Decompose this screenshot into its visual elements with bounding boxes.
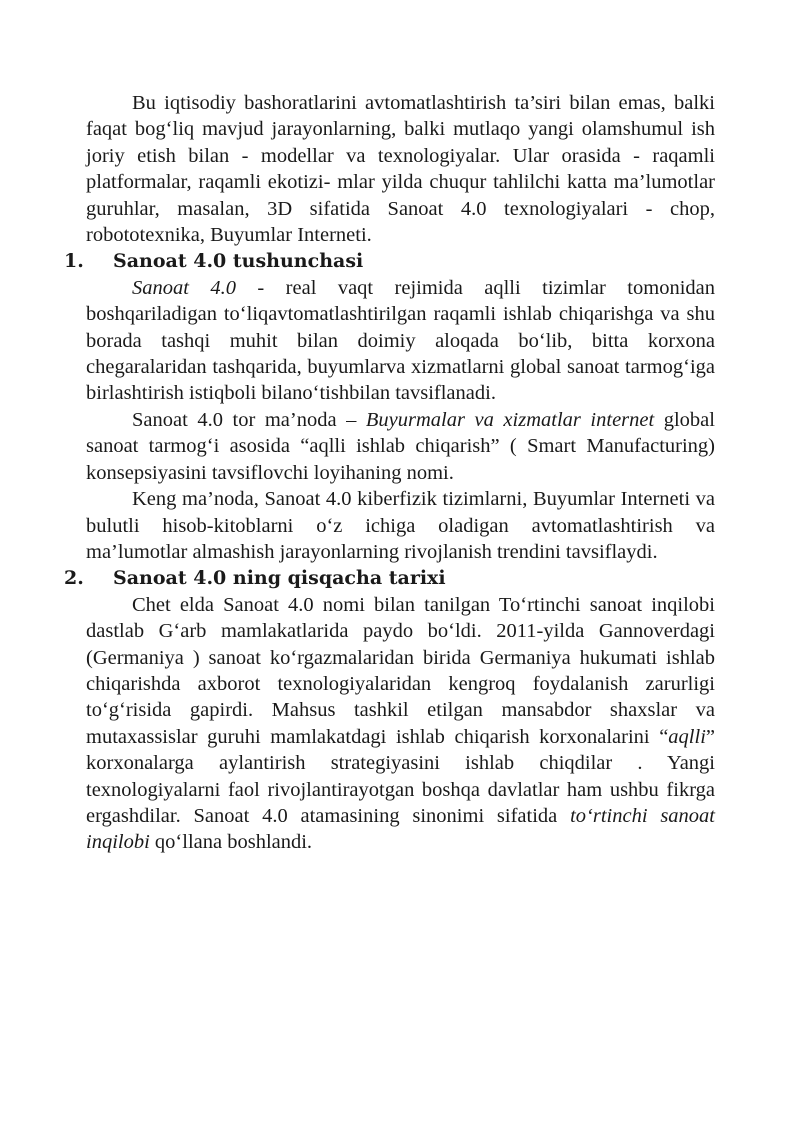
broad-meaning-paragraph: Keng ma’noda, Sanoat 4.0 kiberfizik tizimlarni, Buyumlar Interneti va bulutli hisob-kitoblarni o‘z ichiga oladigan avtomatlashtirish va ma’lumotlar almashish jarayonlarning rivojlanish trendini tavsiflaydi. (86, 488, 715, 563)
narrow-meaning-paragraph (86, 407, 715, 486)
definition-paragraph (86, 275, 715, 407)
section-title-1: Sanoat 4.0 tushunchasi (113, 250, 364, 273)
narrow-meaning-start: Sanoat 4.0 tor ma’noda – (132, 408, 366, 431)
history-italic-aqlli: aqlli (668, 725, 706, 748)
term-italic: Sanoat 4.0 (132, 276, 236, 299)
document-page (64, 90, 715, 856)
narrow-meaning-rest: global sanoat tarmog‘i asosida “aqlli ishlab chiqarish” ( Smart Manufacturing) konsepsiyasini tavsiflovchi loyihaning nomi. (86, 408, 715, 484)
history-italic-term: to‘rtinchi sanoat inqilobi (86, 804, 715, 854)
section-number-1: 1. (64, 250, 84, 273)
history-text-c: qo‘llana boshlandi. (149, 831, 313, 854)
history-paragraph (86, 592, 715, 856)
section-heading-1 (64, 248, 715, 274)
history-text-b: ” korxonalarga aylantirish strategiyasini ishlab chiqdilar . Yangi texnologiyalarni faol rivojlantirayotgan boshqa davlatlar ham ushbu fikrga ergashdilar. Sanoat 4.0 atamasining sinonimi sifatida (86, 725, 715, 827)
intro-paragraph: Bu iqtisodiy bashoratlarini avtomatlashtirish ta’siri bilan emas, balki faqat bog‘liq mavjud jarayonlarning, balki mutlaqo yangi olamshumul ish joriy etish bilan - modellar va texnologiyalar. Ular orasida - raqamli platformalar, raqamli ekotizi- mlar yilda chuqur tahlilchi katta ma’lumotlar guruhlar, masalan, 3D sifatida Sanoat 4.0 texnologiyalari - chop, robototexnika, Buyumlar Interneti. (86, 92, 715, 247)
narrow-meaning-italic: Buyurmalar va xizmatlar internet (365, 408, 655, 431)
section-number-2: 2. (64, 567, 84, 590)
section-title-2: Sanoat 4.0 ning qisqacha tarixi (113, 567, 446, 590)
history-text-a: Chet elda Sanoat 4.0 nomi bilan tanilgan To‘rtinchi sanoat inqilobi dastlab G‘arb mamlakatlarida paydo bo‘ldi. 2011-yilda Gannoverdagi (Germaniya ) sanoat ko‘rgazmalaridan birida Germaniya hukumati ishlab chiqarishda axborot texnologiyalaridan kengroq foydalanish zarurligi to‘g‘risida gapirdi. Mahsus tashkil etilgan mansabdor shaxslar va mutaxassislar guruhi mamlakatdagi ishlab chiqarish korxonalarini “ (86, 593, 715, 748)
definition-text: - real vaqt rejimida aqlli tizimlar tomonidan boshqariladigan to‘liqavtomatlashtirilgan raqamli ishlab chiqarishga va shu borada tashqi muhit bilan doimiy aloqada bo‘lib, bitta korxona chegaralaridan tashqarida, buyumlarva xizmatlarni global sanoat tarmog‘iga birlashtirish istiqboli bilano‘tishbilan tavsiflanadi. (86, 276, 715, 405)
section-heading-2 (64, 565, 715, 591)
